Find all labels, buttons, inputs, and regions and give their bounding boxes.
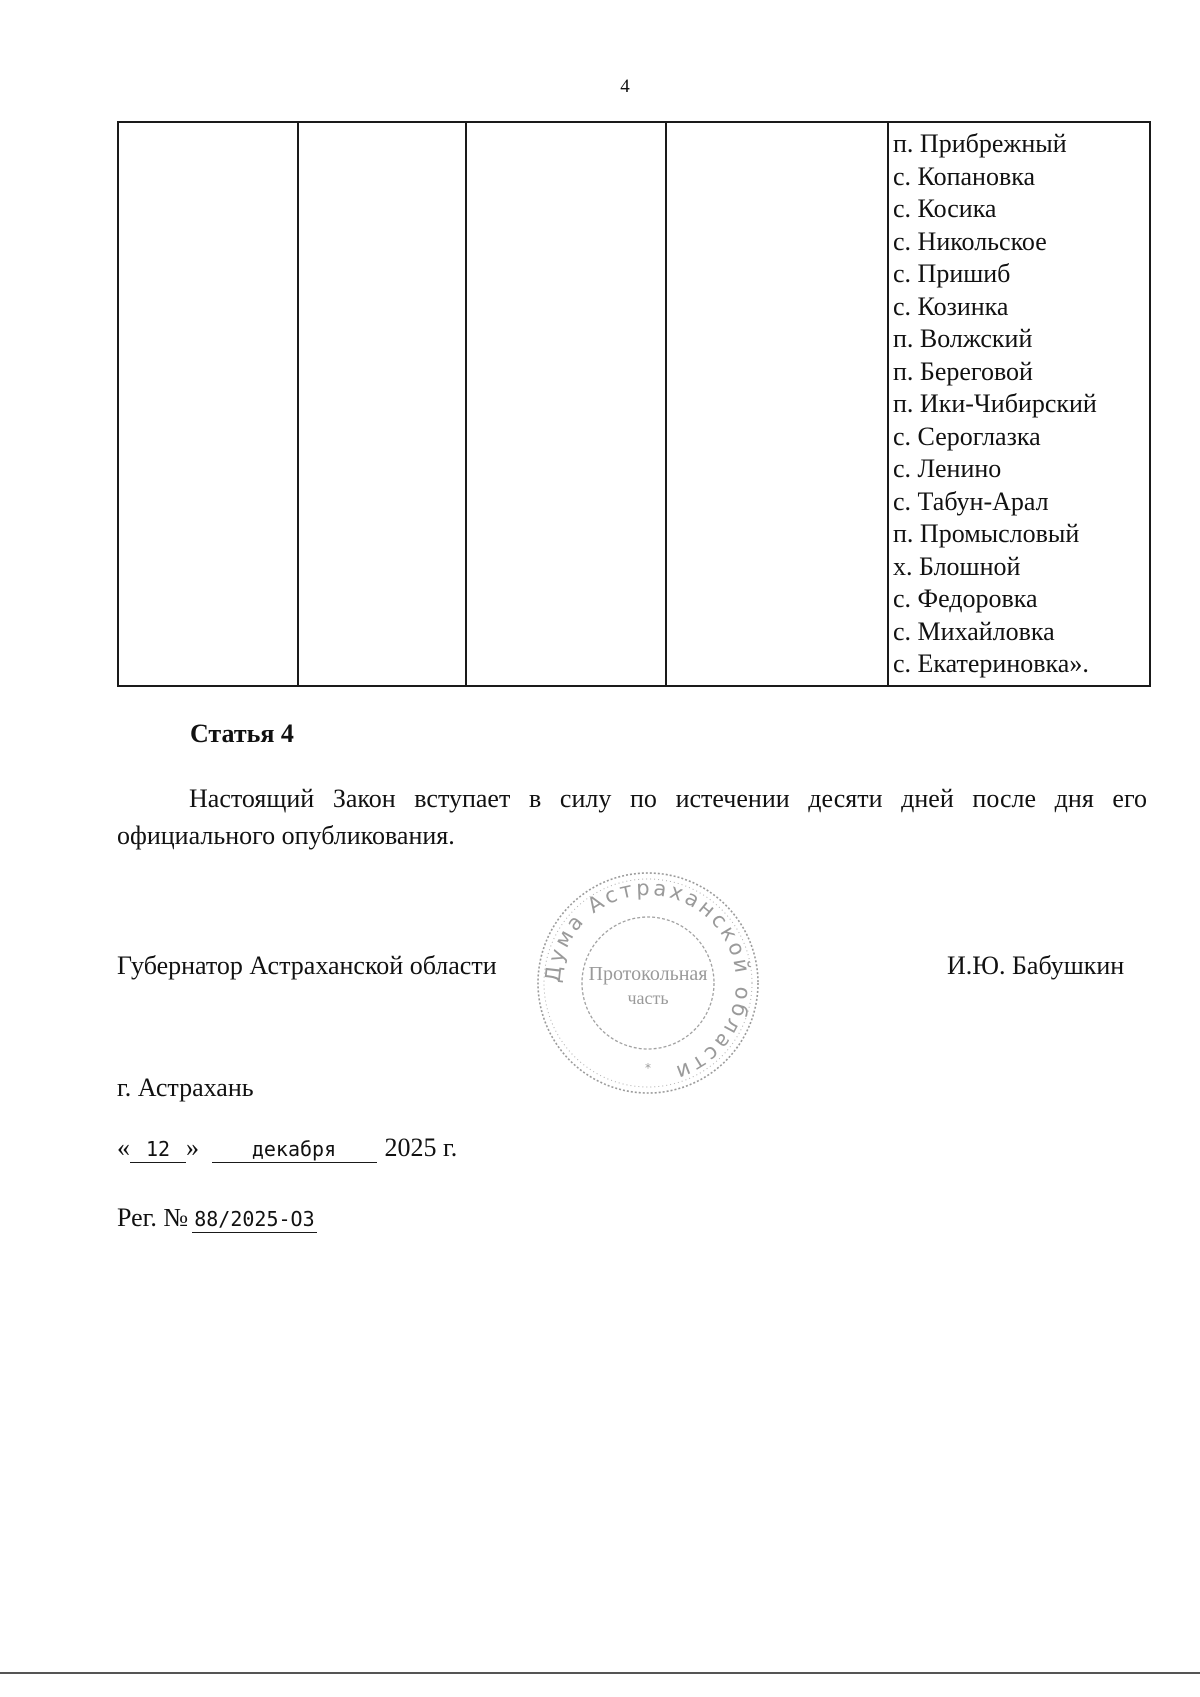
list-item: п. Волжский bbox=[893, 324, 1033, 353]
seal-star-icon: * bbox=[645, 1061, 651, 1075]
settlement-list bbox=[889, 123, 1149, 681]
date-open-quote: « bbox=[117, 1133, 130, 1162]
article-heading: Статья 4 bbox=[190, 719, 294, 748]
table-cell-4 bbox=[666, 122, 888, 686]
footer-divider bbox=[0, 1672, 1200, 1674]
list-item: с. Сероглазка bbox=[893, 421, 1041, 451]
table-cell-3 bbox=[466, 122, 666, 686]
official-seal-stamp bbox=[533, 868, 763, 1098]
list-item: х. Блошной bbox=[893, 551, 1021, 581]
list-item: с. Козинка bbox=[893, 291, 1009, 321]
list-item: с. Федоровка bbox=[893, 584, 1038, 613]
list-item: п. Прибрежный bbox=[893, 129, 1067, 158]
table-cell-1 bbox=[118, 122, 298, 686]
page-number: 4 bbox=[620, 76, 630, 97]
list-item: с. Никольское bbox=[893, 226, 1047, 256]
governor-name: И.Ю. Бабушкин bbox=[947, 951, 1125, 980]
list-item: с. Ленино bbox=[893, 454, 1002, 483]
list-item: с. Табун-Арал bbox=[893, 486, 1049, 516]
registration-line bbox=[117, 1203, 317, 1233]
date-month: декабря bbox=[212, 1136, 377, 1163]
list-item: п. Береговой bbox=[893, 356, 1033, 386]
registration-number: 88/2025-ОЗ bbox=[194, 1207, 315, 1231]
registration-label: Рег. № bbox=[117, 1203, 189, 1232]
list-item: п. Промысловый bbox=[893, 519, 1080, 548]
signing-date bbox=[117, 1133, 457, 1163]
list-item: с. Копановка bbox=[893, 161, 1036, 191]
list-item: с. Михайловка bbox=[893, 616, 1055, 646]
table-cell-2 bbox=[298, 122, 466, 686]
list-item: с. Косика bbox=[893, 194, 997, 223]
governor-title: Губернатор Астраханской области bbox=[117, 951, 497, 980]
list-item: с. Екатериновка». bbox=[893, 649, 1089, 678]
table-cell-settlements bbox=[888, 122, 1150, 686]
list-item: с. Пришиб bbox=[893, 259, 1011, 288]
settlements-table bbox=[117, 121, 1151, 687]
date-year: 2025 г. bbox=[384, 1133, 458, 1162]
signing-place: г. Астрахань bbox=[117, 1073, 254, 1102]
table-row bbox=[118, 122, 1150, 686]
article-body: Настоящий Закон вступает в силу по истечении десяти дней после дня его официального опубликования. bbox=[117, 784, 1147, 850]
seal-ring-text: Дума Астраханской области bbox=[540, 875, 756, 1086]
date-day: 12 bbox=[130, 1136, 186, 1163]
seal-center-line-1: Протокольная bbox=[588, 963, 708, 985]
list-item: п. Ики-Чибирский bbox=[893, 389, 1097, 418]
date-close-quote: » bbox=[186, 1133, 199, 1162]
seal-center-line-2: часть bbox=[627, 988, 669, 1008]
